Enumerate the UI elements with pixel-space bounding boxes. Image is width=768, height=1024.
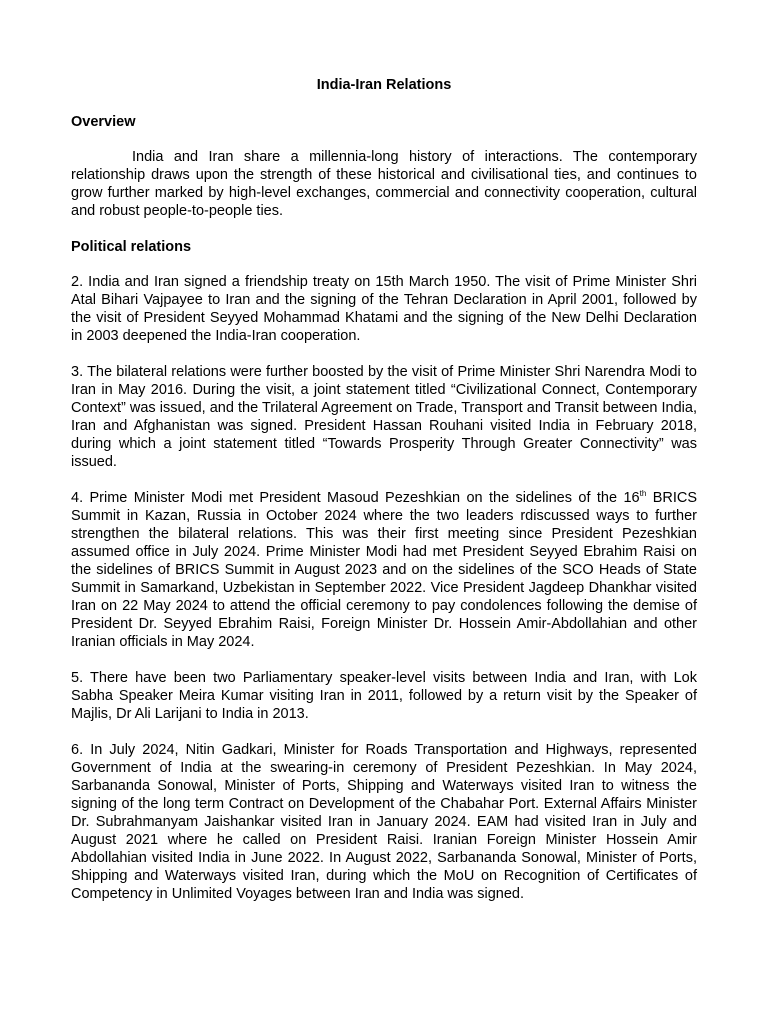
political-relations-heading: Political relations bbox=[71, 239, 192, 255]
document-title: India-Iran Relations bbox=[316, 77, 452, 93]
paragraph-4-text-start: 4. Prime Minister Modi met President Masoud Pezeshkian on the sidelines of the 16 bbox=[71, 490, 640, 506]
paragraph-2: 2. India and Iran signed a friendship treaty on 15th March 1950. The visit of Prime Minister Shri Atal Bihari Vajpayee to Iran and the signing of the Tehran Declaration in April 2001, followed by the visit of President Seyyed Mohammad Khatami and the signing of the New Delhi Declaration in 2003 deepened the India-Iran cooperation. bbox=[71, 274, 697, 344]
paragraph-4-text-end: BRICS Summit in Kazan, Russia in October 2024 where the two leaders rdiscussed ways to further strengthen the bilateral relations. This was their first meeting since President Pezeshkian assumed office in July 2024. Prime Minister Modi had met President Seyyed Ebrahim Raisi on the sidelines of BRICS Summit in August 2023 and on the sidelines of the SCO Heads of State Summit in Samarkand, Uzbekistan in September 2022. Vice President Jagdeep Dhankhar visited Iran on 22 May 2024 to attend the official ceremony to pay condolences following the demise of President Dr. Seyyed Ebrahim Raisi, Foreign Minister Dr. Hossein Amir-Abdollahian and other Iranian officials in May 2024. bbox=[71, 490, 698, 650]
paragraph-4 bbox=[71, 489, 697, 651]
overview-paragraph: India and Iran share a millennia-long history of interactions. The contemporary relationship draws upon the strength of these historical and civilisational ties, and continues to grow further marked by high-level exchanges, commercial and connectivity cooperation, cultural and robust people-to-people ties. bbox=[71, 149, 697, 219]
ordinal-superscript: th bbox=[639, 489, 647, 499]
paragraph-5: 5. There have been two Parliamentary speaker-level visits between India and Iran, with Lok Sabha Speaker Meira Kumar visiting Iran in 2011, followed by a return visit by the Speaker of Majlis, Dr Ali Larijani to India in 2013. bbox=[71, 670, 697, 722]
paragraph-6: 6. In July 2024, Nitin Gadkari, Minister for Roads Transportation and Highways, represented Government of India at the swearing-in ceremony of President Pezeshkian. In May 2024, Sarbananda Sonowal, Minister of Ports, Shipping and Waterways visited Iran to witness the signing of the long term Contract on Development of the Chabahar Port. External Affairs Minister Dr. Subrahmanyam Jaishankar visited Iran in January 2024. EAM had visited Iran in July and August 2021 where he called on President Raisi. Iranian Foreign Minister Hossein Amir Abdollahian visited India in June 2022. In August 2022, Sarbananda Sonowal, Minister of Ports, Shipping and Waterways visited Iran, during which the MoU on Recognition of Certificates of Competency in Unlimited Voyages between Iran and India was signed. bbox=[71, 742, 697, 902]
paragraph-3: 3. The bilateral relations were further boosted by the visit of Prime Minister Shri Narendra Modi to Iran in May 2016. During the visit, a joint statement titled “Civilizational Connect, Contemporary Context” was issued, and the Trilateral Agreement on Trade, Transport and Transit between India, Iran and Afghanistan was signed. President Hassan Rouhani visited India in February 2018, during which a joint statement titled “Towards Prosperity Through Greater Connectivity” was issued. bbox=[71, 364, 697, 470]
overview-heading: Overview bbox=[71, 114, 136, 130]
